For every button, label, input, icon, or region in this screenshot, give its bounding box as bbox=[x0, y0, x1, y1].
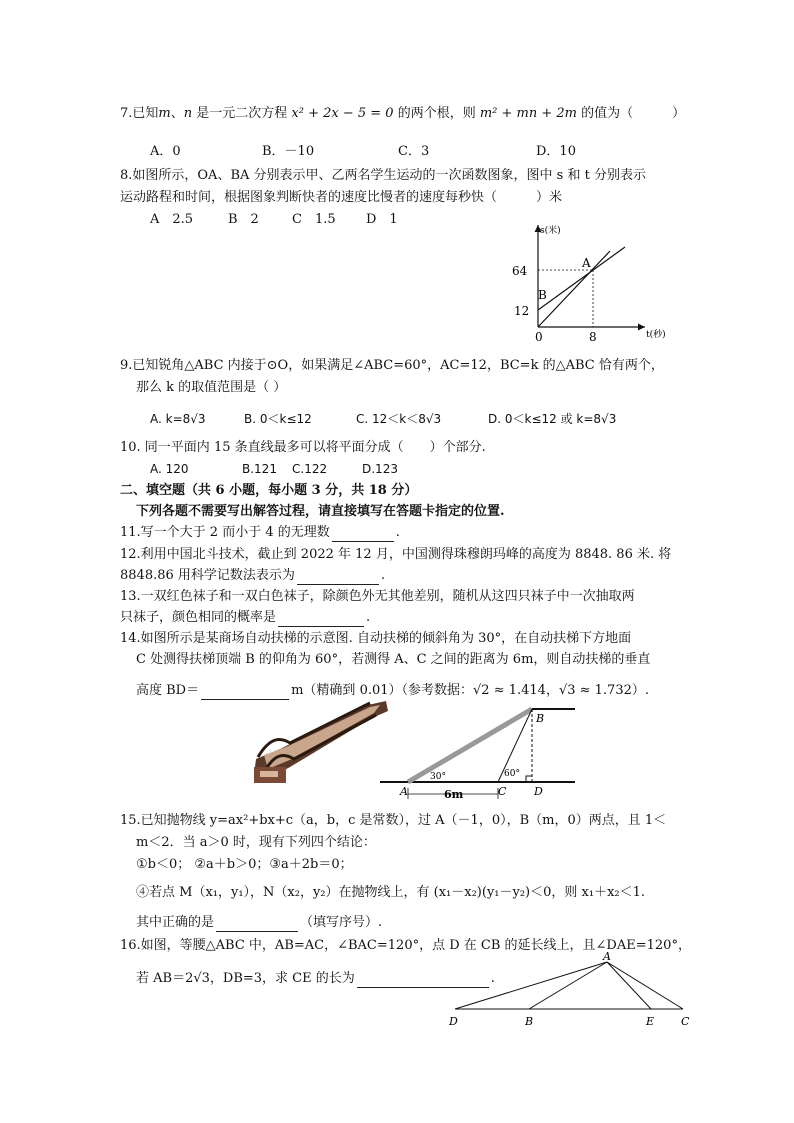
q7-option-d: D．10 bbox=[536, 144, 576, 159]
q14-angle-60: 60° bbox=[504, 769, 520, 779]
q13-answer-blank[interactable] bbox=[278, 612, 364, 627]
q11-stem bbox=[120, 524, 400, 542]
q14-text-b: m（精确到 0.01）（参考数据：√2 ≈ 1.414，√3 ≈ 1.732）. bbox=[291, 683, 650, 698]
section2-title: 二、填空题（共 6 小题，每小题 3 分，共 18 分） bbox=[120, 483, 418, 498]
q9-option-b: B. 0＜k≤12 bbox=[244, 412, 312, 426]
q7-suffix: 的值为（ ） bbox=[576, 106, 686, 121]
q14-label-d: D bbox=[534, 785, 543, 798]
q10-option-c: C.122 bbox=[292, 462, 328, 476]
q7-option-b: B．－10 bbox=[262, 144, 315, 159]
q9-option-a: A. k=8√3 bbox=[150, 412, 206, 426]
q8-option-d: D 1 bbox=[366, 212, 398, 227]
q11-text: 11.写一个大于 2 而小于 4 的无理数 bbox=[120, 525, 330, 540]
q8-option-b: B 2 bbox=[228, 212, 259, 227]
q16-line1: 16.如图，等腰△ABC 中，AB=AC，∠BAC=120°，点 D 在 CB 的延长线上，且∠DAE=120°， bbox=[120, 938, 691, 953]
q16-line2 bbox=[136, 970, 495, 988]
q9-line2: 那么 k 的取值范围是（ ） bbox=[136, 380, 287, 395]
q13-text: 只袜子，颜色相同的概率是 bbox=[120, 610, 277, 625]
q16-end: . bbox=[490, 971, 495, 986]
q7-option-a: A．0 bbox=[150, 144, 181, 159]
q11-end: . bbox=[395, 525, 400, 540]
q15-line1: 15.已知抛物线 y=ax²+bx+c（a，b，c 是常数），过 A（－1，0），B（m，0）两点，且 1＜ bbox=[120, 813, 667, 828]
q10-option-b: B.121 bbox=[242, 462, 277, 476]
q14-dist-6m: 6m bbox=[444, 788, 464, 801]
q14-label-b: B bbox=[536, 712, 545, 725]
q15-text-b: （填写序号）. bbox=[300, 915, 383, 930]
q16-label-d: D bbox=[449, 1015, 458, 1028]
q9-line1: 9.已知锐角△ABC 内接于⊙O，如果满足∠ABC=60°，AC=12，BC=k 的△ABC 恰有两个， bbox=[120, 358, 664, 373]
q16-label-c: C bbox=[681, 1015, 690, 1028]
section2-instruction: 下列各题不需要写出解答过程，请直接填写在答题卡指定的位置. bbox=[136, 504, 505, 519]
escalator-photo bbox=[250, 697, 392, 789]
q8-x-label: t(秒) bbox=[646, 330, 666, 340]
q15-line5 bbox=[136, 914, 382, 932]
q16-label-b: B bbox=[525, 1015, 534, 1028]
q14-label-c: C bbox=[498, 785, 507, 798]
q12-answer-blank[interactable] bbox=[297, 570, 379, 585]
q13-end: . bbox=[366, 610, 371, 625]
q15-line4: ④若点 M（x₁，y₁），N（x₂，y₂）在抛物线上，有 (x₁－x₂)(y₁－y₂)＜0，则 x₁＋x₂＜1. bbox=[136, 885, 646, 900]
q16-figure bbox=[445, 952, 695, 1032]
q7-expr: m² + mn + 2m bbox=[479, 106, 577, 121]
q11-answer-blank[interactable] bbox=[332, 527, 394, 542]
q8-line2: 运动路程和时间，根据图象判断快者的速度比慢者的速度每秒快（ ）米 bbox=[120, 190, 563, 205]
q9-option-c: C. 12＜k＜8√3 bbox=[356, 412, 442, 426]
q9-option-d: D. 0＜k≤12 或 k=8√3 bbox=[488, 412, 617, 426]
q8-line-oa bbox=[538, 251, 610, 327]
q8-point-b: B bbox=[538, 288, 547, 302]
q10-option-d: D.123 bbox=[362, 462, 398, 476]
q14-line2: C 处测得扶梯顶端 B 的仰角为 60°，若测得 A、C 之间的距离为 6m，则自动扶梯的垂直 bbox=[136, 652, 651, 667]
q7-n: n bbox=[183, 106, 193, 121]
q7-mid: 是一元二次方程 bbox=[192, 106, 292, 121]
q15-line3: ①b＜0； ②a＋b＞0；③a＋2b＝0； bbox=[136, 857, 353, 872]
q8-tick-64: 64 bbox=[512, 264, 528, 278]
q8-point-a: A bbox=[582, 256, 591, 270]
q10-line1: 10. 同一平面内 15 条直线最多可以将平面分成（ ）个部分. bbox=[120, 440, 486, 455]
q16-line-ad bbox=[455, 962, 607, 1009]
q8-tick-0: 0 bbox=[535, 330, 543, 344]
q8-tick-8: 8 bbox=[589, 330, 597, 344]
q12-end: . bbox=[380, 568, 386, 583]
q15-text-a: 其中正确的是 bbox=[136, 915, 215, 930]
q14-label-a: A bbox=[400, 785, 408, 798]
q12-line2 bbox=[120, 567, 385, 585]
q16-label-a: A bbox=[603, 952, 611, 963]
q8-y-label: s(米) bbox=[540, 226, 561, 236]
q14-line1: 14.如图所示是某商场自动扶梯的示意图. 自动扶梯的倾斜角为 30°，在自动扶梯下方地面 bbox=[120, 631, 632, 646]
q10-option-a: A. 120 bbox=[150, 462, 189, 476]
q13-line1: 13.一双红色袜子和一双白色袜子，除颜色外无其他差别，随机从这四只袜子中一次抽取两 bbox=[120, 589, 635, 604]
q14-angle-30: 30° bbox=[430, 772, 446, 782]
q16-text: 若 AB＝2√3，DB=3，求 CE 的长为 bbox=[136, 971, 355, 986]
q12-text: 8848.86 用科学记数法表示为 bbox=[120, 568, 295, 583]
q16-line-ab bbox=[529, 962, 607, 1009]
q15-answer-blank[interactable] bbox=[216, 917, 298, 932]
q7-equation: x² + 2x − 5 = 0 bbox=[291, 106, 394, 121]
q7-mid2: 的两个根，则 bbox=[393, 106, 480, 121]
q14-text-a: 高度 BD＝ bbox=[136, 683, 200, 698]
q8-graph bbox=[500, 215, 680, 355]
q8-option-c: C 1.5 bbox=[292, 212, 336, 227]
q8-tick-12: 12 bbox=[514, 304, 530, 318]
q7-stem bbox=[120, 105, 685, 123]
q14-figure bbox=[380, 702, 580, 802]
q7-option-c: C．3 bbox=[398, 144, 430, 159]
q7-prefix: 7.已知 bbox=[120, 106, 159, 121]
q7-sep: 、 bbox=[170, 106, 184, 121]
q14-line3 bbox=[136, 682, 649, 700]
q13-line2 bbox=[120, 609, 370, 627]
q8-option-a: A 2.5 bbox=[150, 212, 194, 227]
q12-line1: 12.利用中国北斗技术，截止到 2022 年 12 月，中国测得珠穆朗玛峰的高度为 8848. 86 米. 将 bbox=[120, 547, 672, 562]
q15-line2: m＜2．当 a＞0 时，现有下列四个结论： bbox=[136, 835, 376, 850]
q8-line1: 8.如图所示，OA、BA 分别表示甲、乙两名学生运动的一次函数图象，图中 s 和 t 分别表示 bbox=[120, 168, 646, 183]
q7-m: m bbox=[158, 106, 171, 121]
q16-label-e: E bbox=[646, 1015, 655, 1028]
